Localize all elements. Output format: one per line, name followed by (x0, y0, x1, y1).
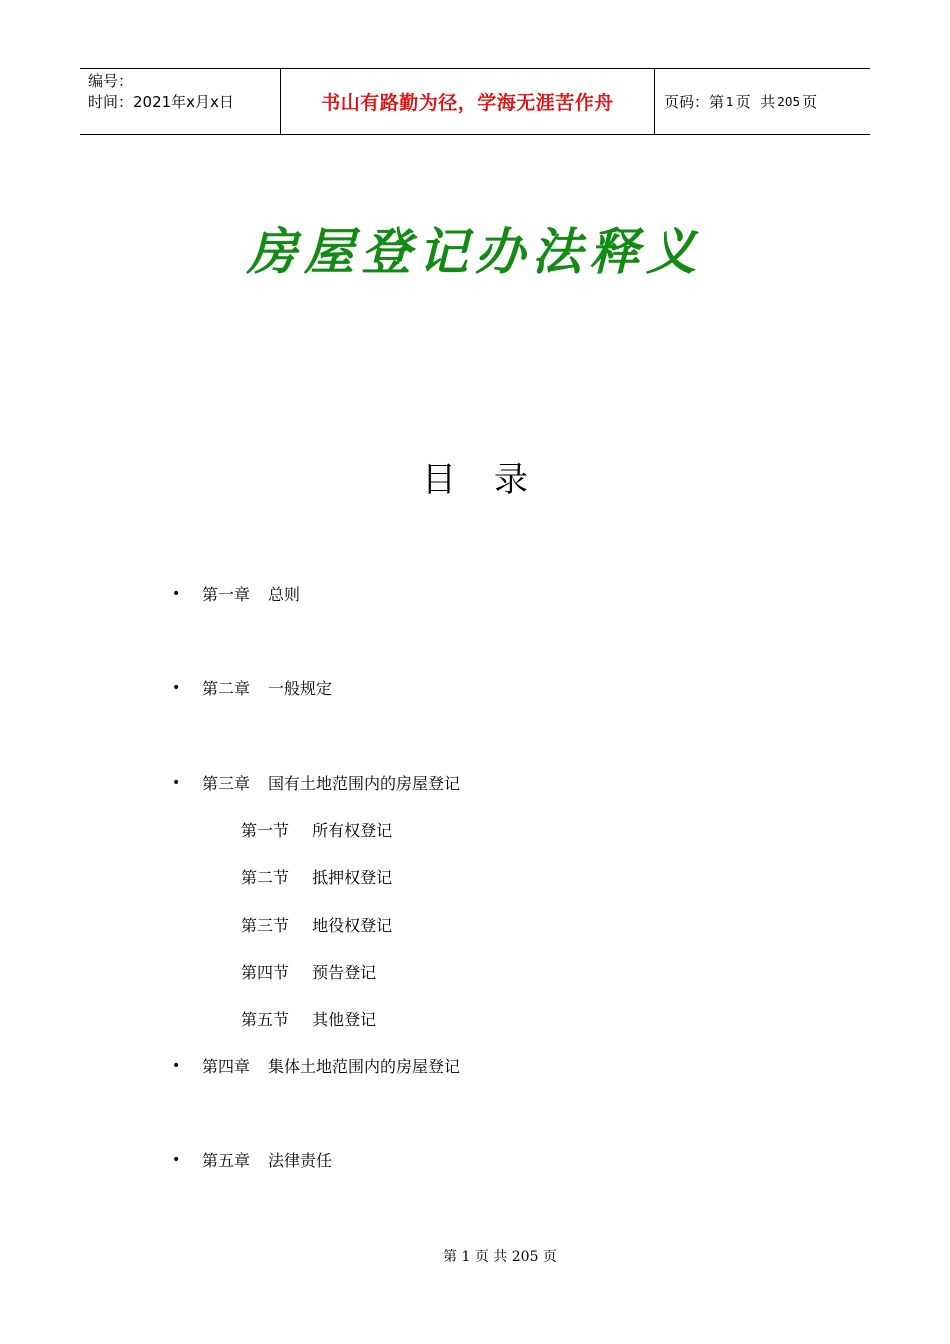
toc-heading (0, 452, 950, 501)
toc-title: 总则 (268, 585, 301, 604)
toc-number: 第二章 (202, 679, 251, 698)
bullet-icon: • (172, 1057, 181, 1074)
toc-number: 第五章 (202, 1151, 251, 1170)
page-suffix: 页 (802, 93, 818, 111)
bullet-icon: • (172, 585, 181, 602)
toc-number: 第二节 (241, 868, 290, 887)
toc-chapter-3[interactable] (172, 771, 460, 794)
bullet-icon: • (172, 679, 181, 696)
header-motto-cell (281, 69, 655, 134)
header-meta (80, 69, 281, 134)
toc-title: 集体土地范围内的房屋登记 (268, 1057, 461, 1076)
toc-number: 第四节 (241, 963, 290, 982)
page-header (80, 68, 870, 135)
header-page-info (655, 69, 870, 134)
toc-chapter-4[interactable] (172, 1054, 460, 1077)
serial-label: 编号： (88, 72, 134, 90)
toc-title: 法律责任 (268, 1151, 333, 1170)
toc-heading-b: 录 (494, 460, 528, 500)
toc-section-3[interactable] (241, 913, 392, 936)
toc-title: 抵押权登记 (312, 868, 393, 887)
toc-chapter-1[interactable] (172, 582, 300, 605)
toc-heading-a: 目 (422, 460, 456, 500)
toc-title: 所有权登记 (312, 821, 393, 840)
toc-number: 第五节 (241, 1010, 290, 1029)
bullet-icon: • (172, 774, 181, 791)
time-label: 时间：2021年x月x日 (88, 93, 234, 111)
toc-chapter-2[interactable] (172, 676, 332, 699)
page-prefix: 页码：第 (664, 93, 725, 111)
toc-number: 第三章 (202, 774, 251, 793)
toc-chapter-5[interactable] (172, 1148, 332, 1171)
toc-number: 第一节 (241, 821, 290, 840)
toc-section-2[interactable] (241, 865, 392, 888)
toc-title: 国有土地范围内的房屋登记 (268, 774, 461, 793)
toc-number: 第四章 (202, 1057, 251, 1076)
document-title: 房屋登记办法释义 (247, 222, 703, 281)
page-number: 1 (726, 94, 734, 109)
page-footer: 第 1 页 共 205 页 (443, 1249, 557, 1265)
toc-title: 其他登记 (312, 1010, 377, 1029)
toc-title: 预告登记 (312, 963, 377, 982)
toc-number: 第三节 (241, 916, 290, 935)
bullet-icon: • (172, 1151, 181, 1168)
toc-section-5[interactable] (241, 1007, 376, 1030)
header-motto: 书山有路勤为径，学海无涯苦作舟 (321, 92, 614, 114)
page-mid: 页 共 (735, 93, 776, 111)
toc-number: 第一章 (202, 585, 251, 604)
toc-section-1[interactable] (241, 818, 392, 841)
toc-title: 地役权登记 (312, 916, 393, 935)
page-total: 205 (777, 94, 801, 109)
toc-title: 一般规定 (268, 679, 333, 698)
toc-section-4[interactable] (241, 960, 376, 983)
